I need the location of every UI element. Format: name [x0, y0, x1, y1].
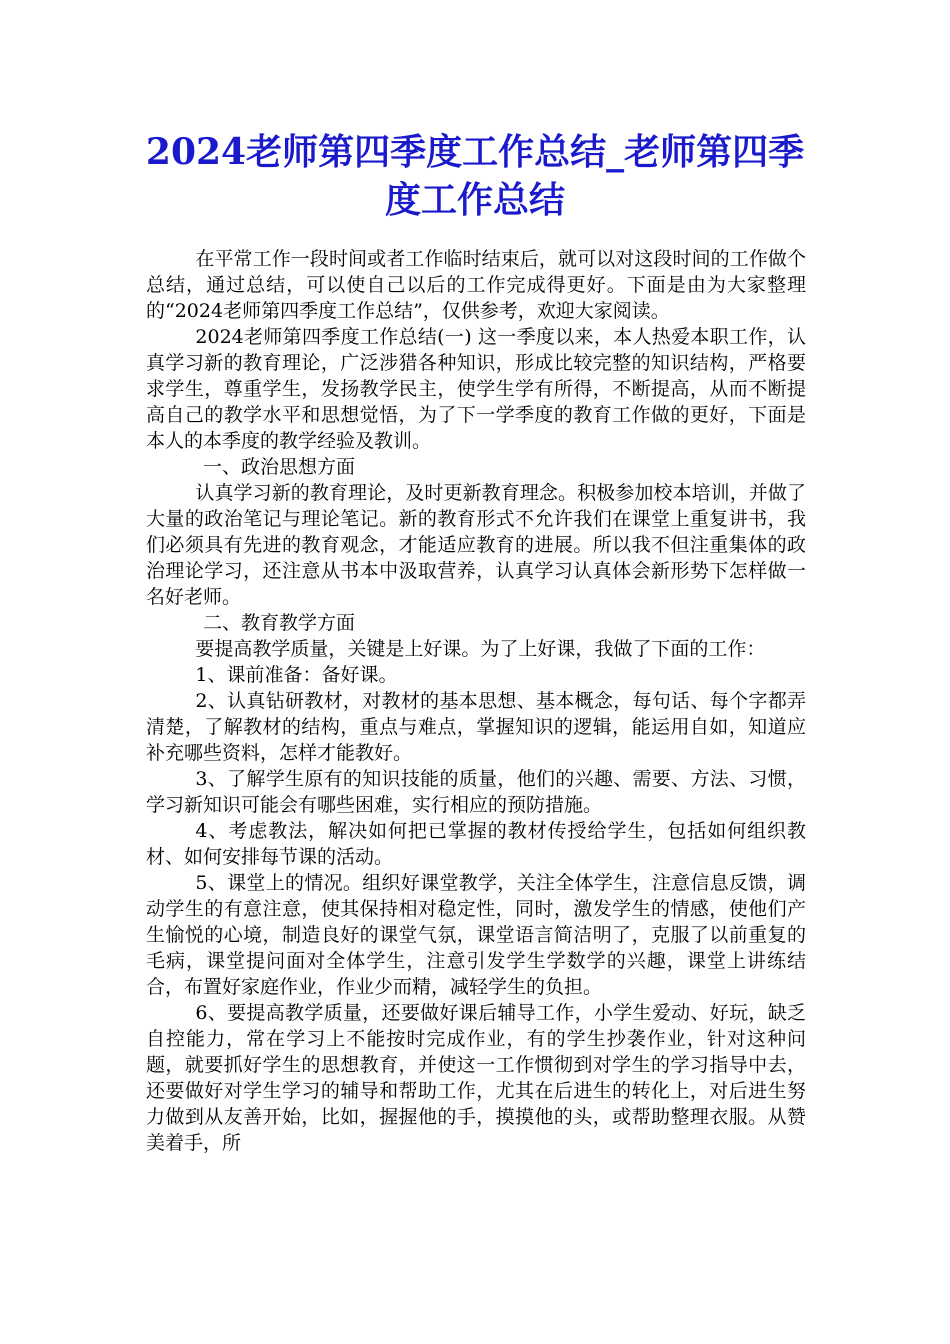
document-title: 2024老师第四季度工作总结_老师第四季度工作总结	[145, 131, 805, 221]
list-item-5: 5、课堂上的情况。组织好课堂教学，关注全体学生，注意信息反馈，调动学生的有意注意，使其保持相对稳定性，同时，激发学生的情感，使他们产生愉悦的心境，制造良好的课堂气氛，课堂语言简洁明了，克服了以前重复的毛病，课堂提问面对全体学生，注意引发学生学数学的兴趣，课堂上讲练结合，布置好家庭作业，作业少而精，减轻学生的负担。	[146, 872, 806, 998]
teaching-intro-paragraph: 要提高教学质量，关键是上好课。为了上好课，我做了下面的工作：	[195, 638, 766, 660]
section-heading-teaching: 二、教育教学方面	[203, 612, 356, 634]
intro-paragraph: 在平常工作一段时间或者工作临时结束后，就可以对这段时间的工作做个总结，通过总结，可以使自己以后的工作完成得更好。下面是由为大家整理的“2024老师第四季度工作总结”，仅供参考，欢迎大家阅读。	[146, 248, 806, 322]
list-item-2: 2、认真钻研教材，对教材的基本思想、基本概念，每句话、每个字都弄清楚，了解教材的结构，重点与难点，掌握知识的逻辑，能运用自如，知道应补充哪些资料，怎样才能教好。	[146, 690, 806, 764]
list-item-6: 6、要提高教学质量，还要做好课后辅导工作，小学生爱动、好玩，缺乏自控能力，常在学习上不能按时完成作业，有的学生抄袭作业，针对这种问题，就要抓好学生的思想教育，并使这一工作惯彻到对学生的学习指导中去，还要做好对学生学习的辅导和帮助工作，尤其在后进生的转化上，对后进生努力做到从友善开始，比如，握握他的手，摸摸他的头，或帮助整理衣服。从赞美着手，所	[146, 1002, 806, 1154]
list-item-3: 3、了解学生原有的知识技能的质量，他们的兴趣、需要、方法、习惯，学习新知识可能会有哪些困难，实行相应的预防措施。	[146, 768, 806, 816]
politics-paragraph: 认真学习新的教育理论，及时更新教育理念。积极参加校本培训，并做了大量的政治笔记与理论笔记。新的教育形式不允许我们在课堂上重复讲书，我们必须具有先进的教育观念，才能适应教育的进展。所以我不但注重集体的政治理论学习，还注意从书本中汲取营养，认真学习认真体会新形势下怎样做一名好老师。	[146, 482, 806, 608]
section-heading-politics: 一、政治思想方面	[203, 456, 356, 478]
list-item-1: 1、课前准备：备好课。	[195, 664, 398, 686]
document-body	[146, 246, 806, 1156]
list-item-4: 4、考虑教法，解决如何把已掌握的教材传授给学生，包括如何组织教材、如何安排每节课的活动。	[146, 820, 806, 868]
summary-one-paragraph: 2024老师第四季度工作总结(一) 这一季度以来，本人热爱本职工作，认真学习新的教育理论，广泛涉猎各种知识，形成比较完整的知识结构，严格要求学生，尊重学生，发扬教学民主，使学生学有所得，不断提高，从而不断提高自己的教学水平和思想觉悟，为了下一学季度的教育工作做的更好，下面是本人的本季度的教学经验及教训。	[146, 326, 806, 452]
